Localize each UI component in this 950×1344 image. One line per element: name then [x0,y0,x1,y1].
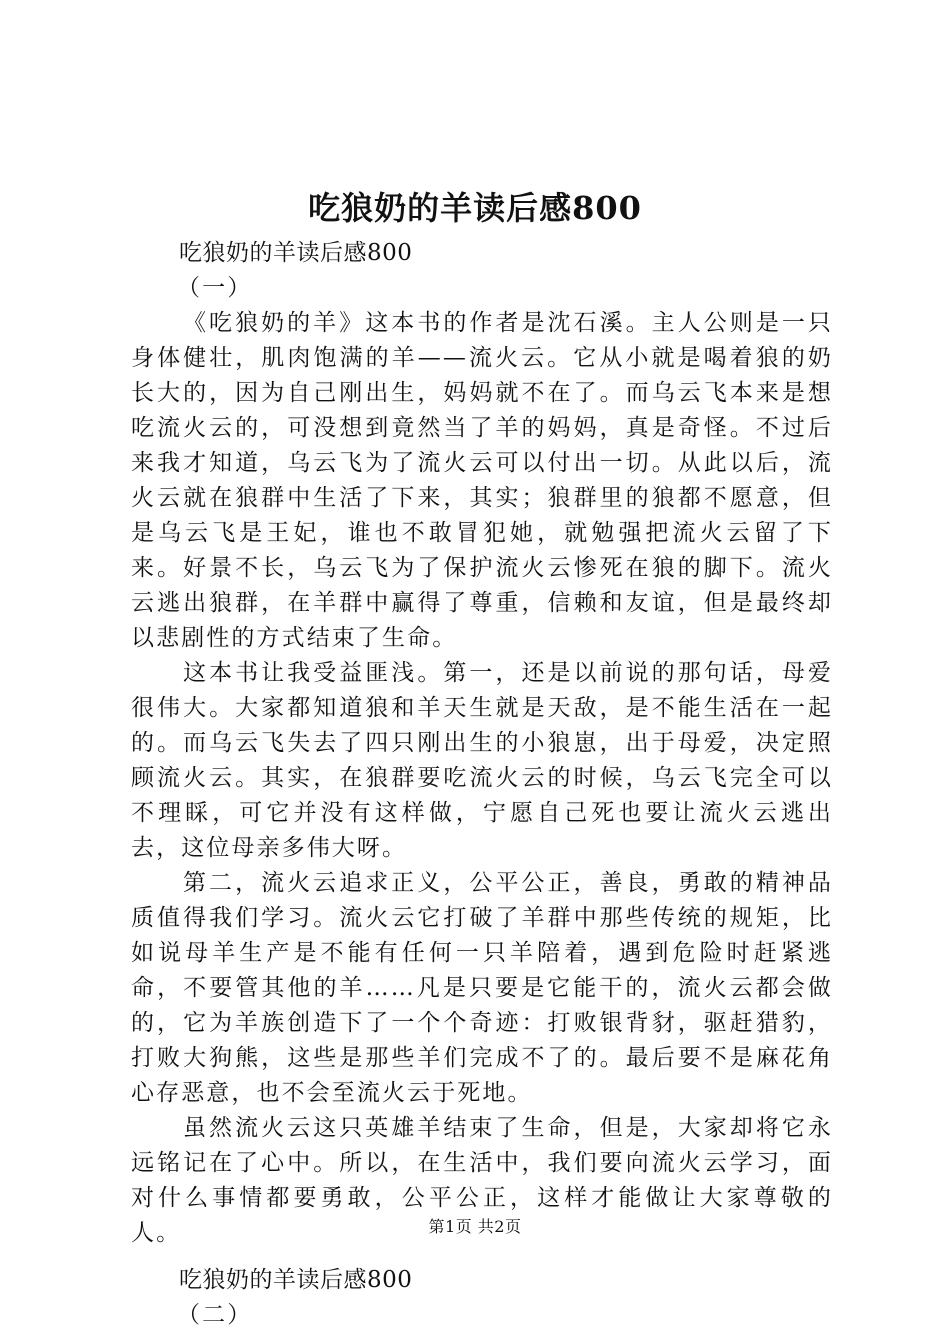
section-2-heading: 吃狼奶的羊读后感800 [179,1267,413,1293]
document-body [131,236,833,1333]
section-gap [131,1251,833,1263]
paragraph: 第二，流火云追求正义，公平公正，善良，勇敢的精神品质值得我们学习。流火云它打破了羊群中那些传统的规矩，比如说母羊生产是不能有任何一只羊陪着，遇到危险时赶紧逃命，不要管其他的羊……凡是只要是它能干的，流火云都会做的，它为羊族创造下了一个个奇迹：打败银背豺，驱赶猎豹，打败大狗熊，这些是那些羊们完成不了的。最后要不是麻花角心存恶意，也不会至流火云于死地。 [131,870,833,1106]
section-1-heading: 吃狼奶的羊读后感800 [179,240,413,266]
section-2-part-label: （二） [177,1302,253,1328]
paragraph: 这本书让我受益匪浅。第一，还是以前说的那句话，母爱很伟大。大家都知道狼和羊天生就是天敌，是不能生活在一起的。而乌云飞失去了四只刚出生的小狼崽，出于母爱，决定照顾流火云。其实，在狼群要吃流火云的时候，乌云飞完全可以不理睬，可它并没有这样做，宁愿自己死也要让流火云逃出去，这位母亲多伟大呀。 [131,660,833,861]
paragraph: 虽然流火云这只英雄羊结束了生命，但是，大家却将它永远铭记在了心中。所以，在生活中，我们要向流火云学习，面对什么事情都要勇敢，公平公正，这样才能做让大家尊敬的人。 [131,1115,833,1246]
document-title: 吃狼奶的羊读后感800 [308,189,642,227]
page-number-footer: 第1页 共2页 [428,1217,522,1236]
section-1-part-label: （一） [177,275,253,301]
paragraph: 《吃狼奶的羊》这本书的作者是沈石溪。主人公则是一只身体健壮，肌肉饱满的羊——流火云。它从小就是喝着狼的奶长大的，因为自己刚出生，妈妈就不在了。而乌云飞本来是想吃流火云的，可没想到竟然当了羊的妈妈，真是奇怪。不过后来我才知道，乌云飞为了流火云可以付出一切。从此以后，流火云就在狼群中生活了下来，其实；狼群里的狼都不愿意，但是乌云飞是王妃，谁也不敢冒犯她，就勉强把流火云留了下来。好景不长，乌云飞为了保护流火云惨死在狼的脚下。流火云逃出狼群，在羊群中赢得了尊重，信赖和友谊，但是最终却以悲剧性的方式结束了生命。 [131,310,833,651]
